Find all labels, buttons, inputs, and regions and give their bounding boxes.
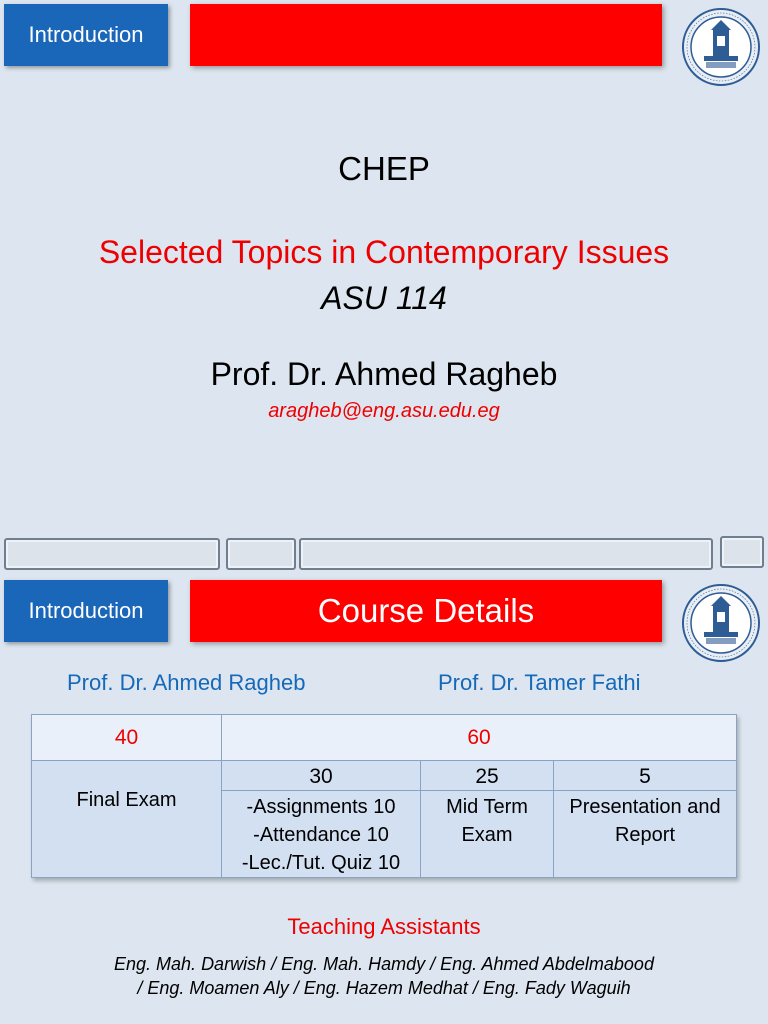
separator-bar [4, 538, 220, 570]
course-code: ASU 114 [321, 280, 447, 316]
separator-bar [299, 538, 713, 570]
introduction-tab[interactable]: Introduction [4, 580, 168, 642]
university-seal-icon [682, 584, 760, 662]
title-banner [190, 4, 662, 66]
assignments-value: 10 [373, 796, 396, 818]
separator-bar [720, 536, 764, 568]
presentation-cell: Presentation and Report [554, 791, 737, 878]
grade-cell-30: 30 [222, 761, 421, 791]
slide-title: CHEP [338, 150, 430, 187]
introduction-tab[interactable]: Introduction [4, 4, 168, 66]
final-exam-cell: Final Exam [32, 761, 222, 878]
grading-table [31, 714, 737, 878]
teaching-assistants-heading: Teaching Assistants [287, 914, 481, 939]
quiz-label: -Lec./Tut. Quiz [241, 852, 378, 874]
quiz-value: 10 [377, 852, 401, 874]
slide-separator [0, 538, 768, 574]
teaching-assistants-line: / Eng. Moamen Aly / Eng. Hazem Medhat / Eng. Fady Waguih [137, 978, 631, 998]
title-banner: Course Details [190, 580, 662, 642]
course-name: Selected Topics in Contemporary Issues [98, 234, 670, 270]
attendance-value: 10 [366, 824, 389, 846]
grade-cell-5: 5 [554, 761, 737, 791]
separator-bar [226, 538, 296, 570]
grade-cell-60: 60 [222, 715, 737, 761]
assignments-label: -Assignments [246, 796, 374, 818]
professor-name: Prof. Dr. Ahmed Ragheb [210, 356, 558, 392]
attendance-label: -Attendance [253, 824, 367, 846]
instructor-name: Prof. Dr. Ahmed Ragheb [67, 670, 306, 695]
grade-cell-25: 25 [421, 761, 554, 791]
coursework-cell [222, 791, 421, 878]
professor-email[interactable]: aragheb@eng.asu.edu.eg [268, 400, 500, 422]
midterm-cell: Mid Term Exam [421, 791, 554, 878]
grade-cell-40: 40 [32, 715, 222, 761]
slide-course-details [0, 576, 768, 1024]
instructors-row [0, 670, 768, 702]
teaching-assistants-line: Eng. Mah. Darwish / Eng. Mah. Hamdy / Eng. Ahmed Abdelmabood [114, 954, 654, 974]
university-seal-icon [682, 8, 760, 86]
instructor-name: Prof. Dr. Tamer Fathi [438, 670, 641, 695]
